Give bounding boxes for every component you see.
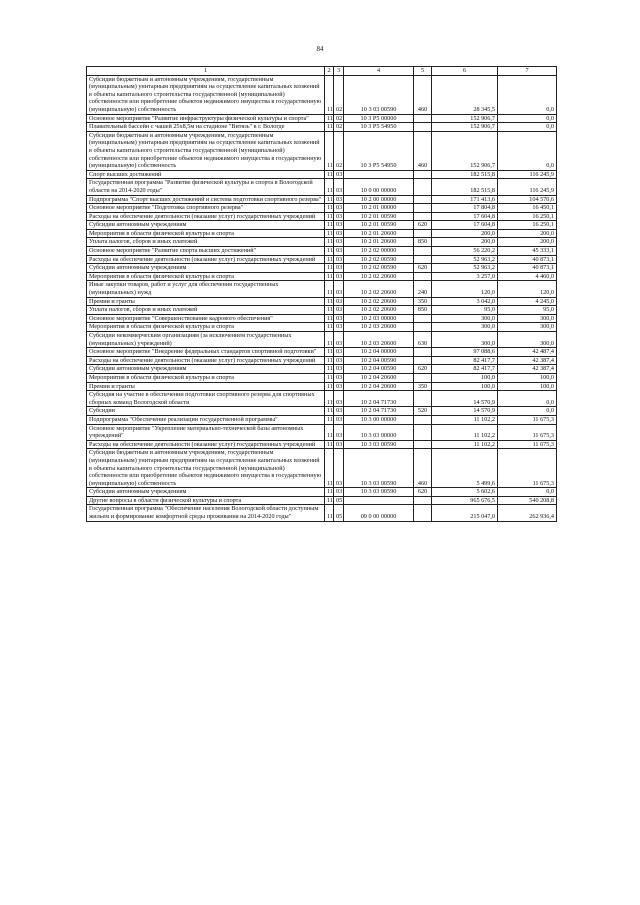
row-amount-2019: 200,0 [432,238,498,247]
row-amount-2019: 3 257,0 [432,272,498,281]
row-section-code: 11 [325,348,334,357]
row-amount-2019: 17 604,8 [432,212,498,221]
row-name: Другие вопросы в области физической культуры и спорта [87,496,325,505]
row-amount-2020: 0,0 [498,407,557,416]
header-cell: 4 [344,67,414,76]
row-expense-type [414,391,432,407]
row-subsection-code: 03 [334,170,344,179]
row-amount-2020: 120,0 [498,281,557,297]
row-amount-2019: 171 413,6 [432,195,498,204]
row-expense-type [414,195,432,204]
row-expense-type: 460 [414,131,432,170]
row-expense-type: 850 [414,238,432,247]
row-amount-2020: 16 250,1 [498,212,557,221]
table-row [87,356,557,365]
row-amount-2019: 95,0 [432,306,498,315]
row-section-code: 11 [325,170,334,179]
row-amount-2019: 3 042,0 [432,297,498,306]
row-section-code: 11 [325,496,334,505]
row-section-code: 11 [325,415,334,424]
row-amount-2020: 11 675,3 [498,449,557,488]
row-subsection-code: 03 [334,365,344,374]
row-name: Субсидии бюджетным и автономным учреждениям, государственным (муниципальным) унитарным предприятиям на осуществление капитальных вложений в объекты капитального строительства государственной (муниципальной) собственности или приобретение объектов недвижимого имущества в государственную (муниципальную) собственность [87,449,325,488]
row-target-article: 10 3 P5 54950 [344,131,414,170]
row-target-article: 10 2 01 20600 [344,238,414,247]
table-row [87,123,557,132]
row-name: Премии и гранты [87,297,325,306]
row-amount-2020: 0,0 [498,488,557,497]
row-name: Мероприятия в области физической культуры и спорта [87,323,325,332]
row-section-code: 11 [325,314,334,323]
row-amount-2019: 120,0 [432,281,498,297]
row-section-code: 11 [325,221,334,230]
table-row [87,424,557,440]
row-name: Основное мероприятие "Подготовка спортивного резерва" [87,204,325,213]
row-name: Мероприятия в области физической культуры и спорта [87,272,325,281]
row-subsection-code: 03 [334,297,344,306]
row-subsection-code: 05 [334,505,344,521]
row-subsection-code: 03 [334,281,344,297]
row-target-article: 10 3 03 00590 [344,449,414,488]
row-target-article: 09 0 00 00000 [344,505,414,521]
row-target-article: 10 2 03 00000 [344,314,414,323]
row-section-code: 11 [325,391,334,407]
row-subsection-code: 03 [334,348,344,357]
table-row [87,306,557,315]
row-subsection-code: 03 [334,407,344,416]
row-name: Субсидии автономным учреждениям [87,488,325,497]
row-amount-2020: 95,0 [498,306,557,315]
row-expense-type [414,179,432,195]
row-name: Расходы на обеспечение деятельности (оказание услуг) государственных учреждений [87,255,325,264]
row-expense-type: 620 [414,488,432,497]
row-target-article: 10 3 P5 54950 [344,123,414,132]
row-amount-2020: 0,0 [498,75,557,114]
row-amount-2020: 0,0 [498,123,557,132]
row-amount-2019: 82 417,7 [432,356,498,365]
row-amount-2020: 16 250,1 [498,221,557,230]
row-amount-2020: 116 245,9 [498,170,557,179]
row-subsection-code: 03 [334,221,344,230]
row-amount-2019: 200,0 [432,229,498,238]
table-row [87,373,557,382]
row-expense-type [414,114,432,123]
row-amount-2020: 4 245,0 [498,297,557,306]
table-row [87,297,557,306]
table-row [87,179,557,195]
row-amount-2020: 11 675,3 [498,424,557,440]
budget-table [86,66,557,522]
row-expense-type [414,496,432,505]
row-expense-type [414,323,432,332]
header-cell: 5 [414,67,432,76]
row-amount-2020: 116 245,9 [498,179,557,195]
row-expense-type: 350 [414,382,432,391]
table-row [87,449,557,488]
row-name: Государственная программа "Развитие физической культуры и спорта в Вологодской области на 2014-2020 годы" [87,179,325,195]
table-row [87,440,557,449]
row-expense-type: 460 [414,75,432,114]
row-amount-2020: 200,0 [498,229,557,238]
header-cell: 6 [432,67,498,76]
row-subsection-code: 05 [334,496,344,505]
table-row [87,323,557,332]
row-target-article: 10 0 00 00000 [344,179,414,195]
row-expense-type [414,314,432,323]
row-section-code: 11 [325,179,334,195]
row-subsection-code: 03 [334,255,344,264]
row-amount-2020: 40 873,1 [498,255,557,264]
row-amount-2019: 152 906,7 [432,131,498,170]
row-name: Субсидии автономным учреждениям [87,365,325,374]
row-target-article: 10 2 04 20600 [344,373,414,382]
row-name: Подпрограмма "Обеспечение реализации государственной программы" [87,415,325,424]
row-target-article: 10 2 02 20600 [344,297,414,306]
table-row [87,415,557,424]
row-target-article: 10 3 03 00000 [344,424,414,440]
row-expense-type [414,415,432,424]
row-expense-type [414,356,432,365]
row-section-code: 11 [325,229,334,238]
row-target-article: 10 3 03 00590 [344,440,414,449]
table-row [87,131,557,170]
row-subsection-code: 03 [334,195,344,204]
row-name: Субсидии автономным учреждениям [87,221,325,230]
row-subsection-code: 02 [334,131,344,170]
row-target-article [344,170,414,179]
row-expense-type: 630 [414,332,432,348]
row-target-article: 10 2 02 00000 [344,247,414,256]
row-target-article: 10 2 00 00000 [344,195,414,204]
row-amount-2019: 17 804,8 [432,204,498,213]
row-subsection-code: 03 [334,332,344,348]
row-amount-2019: 11 102,2 [432,424,498,440]
table-row [87,496,557,505]
row-expense-type: 350 [414,297,432,306]
row-subsection-code: 03 [334,415,344,424]
row-subsection-code: 03 [334,440,344,449]
row-subsection-code: 03 [334,238,344,247]
row-name: Основное мероприятие "Совершенствование кадрового обеспечения" [87,314,325,323]
row-amount-2020: 104 570,6 [498,195,557,204]
table-row [87,407,557,416]
row-target-article: 10 2 02 20600 [344,306,414,315]
row-name: Субсидии бюджетным и автономным учреждениям, государственным (муниципальным) унитарным предприятиям на осуществление капитальных вложений в объекты капитального строительства государственной (муниципальной) собственности или приобретение объектов недвижимого имущества в государственную (муниципальную) собственность [87,75,325,114]
row-section-code: 11 [325,365,334,374]
row-amount-2020: 0,0 [498,131,557,170]
row-section-code: 11 [325,281,334,297]
row-section-code: 11 [325,255,334,264]
row-amount-2020: 4 460,0 [498,272,557,281]
row-name: Субсидия на участие в обеспечении подготовки спортивного резерва для спортивных сборных команд Вологодской области [87,391,325,407]
row-amount-2019: 152 906,7 [432,123,498,132]
row-section-code: 11 [325,505,334,521]
row-name: Плавательный бассейн с чашей 25х8,5м на стадионе "Витязь" в г. Вологде [87,123,325,132]
table-row [87,75,557,114]
row-amount-2020: 11 675,3 [498,440,557,449]
table-row [87,170,557,179]
row-expense-type: 620 [414,365,432,374]
row-section-code: 11 [325,424,334,440]
row-subsection-code: 03 [334,449,344,488]
row-name: Иные закупки товаров, работ и услуг для обеспечения государственных (муниципальных) нужд [87,281,325,297]
row-section-code: 11 [325,212,334,221]
row-name: Расходы на обеспечение деятельности (оказание услуг) государственных учреждений [87,440,325,449]
row-subsection-code: 03 [334,264,344,273]
row-subsection-code: 02 [334,114,344,123]
row-subsection-code: 02 [334,123,344,132]
table-row [87,204,557,213]
row-section-code: 11 [325,123,334,132]
row-amount-2019: 14 570,9 [432,407,498,416]
row-section-code: 11 [325,373,334,382]
row-expense-type: 520 [414,407,432,416]
row-section-code: 11 [325,440,334,449]
table-row [87,195,557,204]
row-amount-2019: 5 602,6 [432,488,498,497]
row-amount-2020: 0,0 [498,114,557,123]
row-expense-type: 240 [414,281,432,297]
row-expense-type [414,229,432,238]
row-subsection-code: 03 [334,382,344,391]
row-target-article [344,496,414,505]
row-target-article: 10 3 P5 00000 [344,114,414,123]
row-subsection-code: 03 [334,488,344,497]
row-target-article: 10 2 04 20600 [344,382,414,391]
row-subsection-code: 03 [334,356,344,365]
table-row [87,505,557,521]
row-amount-2019: 56 220,2 [432,247,498,256]
row-amount-2020: 540 208,8 [498,496,557,505]
row-amount-2020: 42 387,4 [498,365,557,374]
row-subsection-code: 02 [334,75,344,114]
row-name: Субсидии автономным учреждениям [87,264,325,273]
row-section-code: 11 [325,75,334,114]
header-cell: 2 [325,67,334,76]
row-subsection-code: 03 [334,314,344,323]
row-target-article: 10 2 04 00590 [344,356,414,365]
row-amount-2019: 97 088,6 [432,348,498,357]
row-amount-2019: 5 499,6 [432,449,498,488]
row-subsection-code: 03 [334,391,344,407]
row-name: Основное мероприятие "Внедрение федеральных стандартов спортивной подготовки" [87,348,325,357]
row-expense-type [414,255,432,264]
row-target-article: 10 2 02 20600 [344,281,414,297]
row-name: Основное мероприятие "Укрепление материально-технической базы автономных учреждений" [87,424,325,440]
row-target-article: 10 2 04 71730 [344,407,414,416]
row-name: Субсидии бюджетным и автономным учреждениям, государственным (муниципальным) унитарным предприятиям на осуществление капитальных вложений в объекты капитального строительства государственной (муниципальной) собственности или приобретение объектов недвижимого имущества в государственную (муниципальную) собственность [87,131,325,170]
row-amount-2019: 300,0 [432,332,498,348]
row-section-code: 11 [325,323,334,332]
row-name: Государственная программа "Обеспечение населения Вологодской области доступным жильем и формирование комфортной среды проживания на 2014-2020 годы" [87,505,325,521]
row-target-article: 10 3 03 00590 [344,75,414,114]
row-amount-2019: 100,0 [432,373,498,382]
row-target-article: 10 2 01 00590 [344,212,414,221]
row-name: Основное мероприятие "Развитие инфраструктуры физической культуры и спорта" [87,114,325,123]
row-target-article: 10 2 03 20600 [344,332,414,348]
row-target-article: 10 2 01 20600 [344,229,414,238]
row-amount-2020: 100,0 [498,373,557,382]
row-expense-type [414,247,432,256]
row-name: Уплата налогов, сборов и иных платежей [87,306,325,315]
row-subsection-code: 03 [334,204,344,213]
table-row [87,247,557,256]
row-name: Подпрограмма "Спорт высших достижений и система подготовки спортивного резерва" [87,195,325,204]
row-expense-type [414,204,432,213]
row-expense-type: 850 [414,306,432,315]
table-row [87,391,557,407]
row-name: Премии и гранты [87,382,325,391]
row-section-code: 11 [325,195,334,204]
row-name: Основное мероприятие "Развитие спорта высших достижений" [87,247,325,256]
row-section-code: 11 [325,204,334,213]
row-section-code: 11 [325,488,334,497]
row-amount-2020: 42 487,4 [498,348,557,357]
table-row [87,114,557,123]
table-row [87,365,557,374]
row-section-code: 11 [325,297,334,306]
row-amount-2019: 300,0 [432,323,498,332]
row-name: Расходы на обеспечение деятельности (оказание услуг) государственных учреждений [87,212,325,221]
row-amount-2020: 45 333,1 [498,247,557,256]
row-target-article: 10 2 04 71730 [344,391,414,407]
row-subsection-code: 03 [334,179,344,195]
table-row [87,255,557,264]
table-row [87,238,557,247]
row-subsection-code: 03 [334,323,344,332]
row-expense-type [414,373,432,382]
row-amount-2019: 82 417,7 [432,365,498,374]
row-subsection-code: 03 [334,373,344,382]
table-row [87,264,557,273]
row-target-article: 10 2 01 00000 [344,204,414,213]
row-section-code: 11 [325,238,334,247]
row-name: Уплата налогов, сборов и иных платежей [87,238,325,247]
row-section-code: 11 [325,356,334,365]
row-expense-type: 620 [414,221,432,230]
row-amount-2019: 52 963,2 [432,264,498,273]
row-subsection-code: 03 [334,306,344,315]
row-amount-2019: 182 515,8 [432,170,498,179]
table-row [87,314,557,323]
row-target-article: 10 2 02 00590 [344,255,414,264]
row-amount-2020: 262 936,4 [498,505,557,521]
row-name: Субсидии некоммерческим организациям (за исключением государственных (муниципальных) учреждений) [87,332,325,348]
row-expense-type: 460 [414,449,432,488]
header-cell: 3 [334,67,344,76]
table-row [87,348,557,357]
row-name: Спорт высших достижений [87,170,325,179]
row-amount-2020: 100,0 [498,382,557,391]
row-amount-2019: 300,0 [432,314,498,323]
row-amount-2019: 965 676,5 [432,496,498,505]
row-subsection-code: 03 [334,229,344,238]
row-amount-2019: 11 102,2 [432,440,498,449]
row-subsection-code: 03 [334,424,344,440]
row-amount-2020: 40 873,1 [498,264,557,273]
row-expense-type [414,348,432,357]
row-target-article: 10 2 03 20600 [344,323,414,332]
table-row [87,229,557,238]
row-amount-2020: 300,0 [498,332,557,348]
row-expense-type [414,212,432,221]
row-target-article: 10 2 02 20600 [344,272,414,281]
row-section-code: 11 [325,332,334,348]
row-section-code: 11 [325,382,334,391]
row-amount-2019: 152 906,7 [432,114,498,123]
table-header-row [87,67,557,76]
row-amount-2020: 300,0 [498,314,557,323]
row-section-code: 11 [325,272,334,281]
row-expense-type [414,424,432,440]
row-section-code: 11 [325,306,334,315]
row-amount-2020: 11 675,3 [498,415,557,424]
row-expense-type [414,440,432,449]
header-cell: 7 [498,67,557,76]
row-amount-2019: 17 604,8 [432,221,498,230]
row-expense-type: 620 [414,264,432,273]
row-target-article: 10 3 03 00590 [344,488,414,497]
row-amount-2019: 11 102,2 [432,415,498,424]
table-row [87,221,557,230]
row-amount-2020: 300,0 [498,323,557,332]
row-amount-2019: 100,0 [432,382,498,391]
table-row [87,488,557,497]
row-amount-2019: 182 515,8 [432,179,498,195]
row-amount-2019: 215 047,0 [432,505,498,521]
row-section-code: 11 [325,247,334,256]
table-row [87,382,557,391]
row-amount-2019: 28 345,5 [432,75,498,114]
row-target-article: 10 3 00 00000 [344,415,414,424]
row-target-article: 10 2 04 00000 [344,348,414,357]
row-subsection-code: 03 [334,212,344,221]
table-row [87,332,557,348]
row-expense-type [414,123,432,132]
header-cell: 1 [87,67,325,76]
row-expense-type [414,505,432,521]
row-amount-2020: 0,0 [498,391,557,407]
row-amount-2020: 200,0 [498,238,557,247]
row-section-code: 11 [325,449,334,488]
row-subsection-code: 03 [334,272,344,281]
row-amount-2019: 14 570,9 [432,391,498,407]
row-section-code: 11 [325,114,334,123]
table-row [87,281,557,297]
row-subsection-code: 03 [334,247,344,256]
page-number: 84 [316,45,324,53]
row-name: Расходы на обеспечение деятельности (оказание услуг) государственных учреждений [87,356,325,365]
row-name: Мероприятия в области физической культуры и спорта [87,373,325,382]
row-target-article: 10 2 01 00590 [344,221,414,230]
row-name: Мероприятия в области физической культуры и спорта [87,229,325,238]
row-target-article: 10 2 02 00590 [344,264,414,273]
row-expense-type [414,170,432,179]
row-name: Субсидии [87,407,325,416]
row-section-code: 11 [325,131,334,170]
row-target-article: 10 2 04 00590 [344,365,414,374]
row-amount-2019: 52 963,2 [432,255,498,264]
row-section-code: 11 [325,264,334,273]
table-row [87,272,557,281]
row-expense-type [414,272,432,281]
row-amount-2020: 16 450,1 [498,204,557,213]
table-row [87,212,557,221]
row-section-code: 11 [325,407,334,416]
row-amount-2020: 42 387,4 [498,356,557,365]
